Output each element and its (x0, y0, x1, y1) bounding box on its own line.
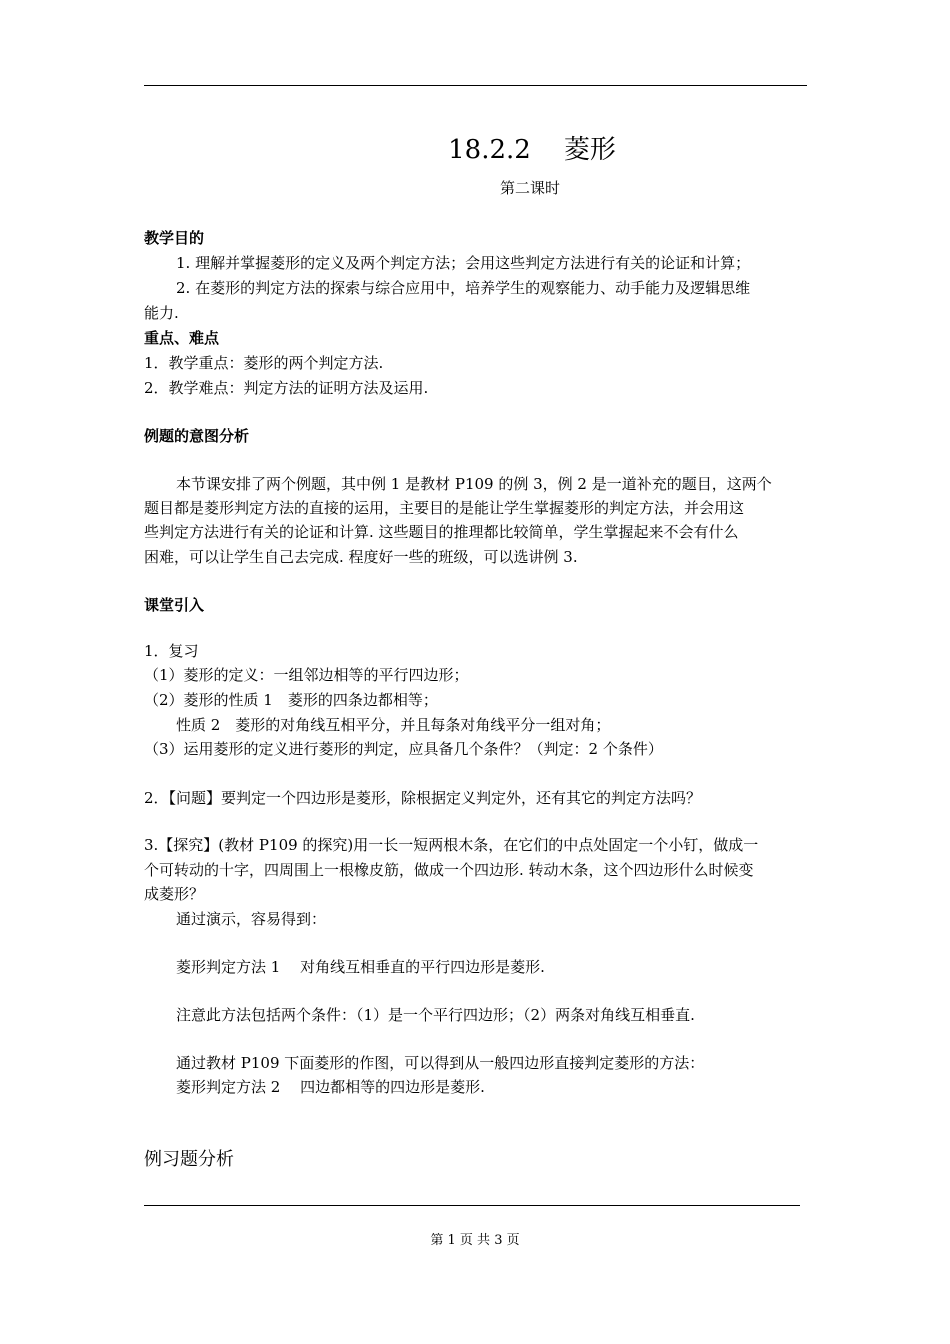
objective-item-2-cont: 能力. (144, 304, 179, 322)
exercise-heading: 例习题分析 (144, 1149, 234, 1170)
method-1: 菱形判定方法 1 对角线互相垂直的平行四边形是菱形. (176, 958, 545, 976)
header-rule (144, 85, 807, 86)
explore-line-2: 个可转动的十字，四周围上一根橡皮筋，做成一个四边形. 转动木条，这个四边形什么时候变 (144, 861, 754, 879)
review-item-4: （3）运用菱形的定义进行菱形的判定，应具备几个条件？（判定：2 个条件） (144, 740, 663, 758)
explore-line-3: 成菱形？ (144, 885, 205, 903)
drawing-line: 通过教材 P109 下面菱形的作图，可以得到从一般四边形直接判定菱形的方法： (176, 1054, 705, 1072)
question-paragraph: 2．【问题】要判定一个四边形是菱形，除根据定义判定外，还有其它的判定方法吗？ (144, 789, 702, 807)
examples-intent-line-2: 题目都是菱形判定方法的直接的运用，主要目的是能让学生掌握菱形的判定方法，并会用这 (144, 499, 745, 517)
key-point-item-2: 2．教学难点：判定方法的证明方法及运用. (144, 379, 429, 397)
examples-intent-line-3: 些判定方法进行有关的论证和计算. 这些题目的推理都比较简单，学生掌握起来不会有什么 (144, 523, 739, 541)
page-number: 第 1 页 共 3 页 (430, 1233, 520, 1248)
examples-intent-line-4: 困难，可以让学生自己去完成. 程度好一些的班级，可以选讲例 3. (144, 548, 578, 566)
objective-item-2: 2. 在菱形的判定方法的探索与综合应用中，培养学生的观察能力、动手能力及逻辑思维 (176, 279, 751, 297)
key-points-heading: 重点、难点 (144, 329, 220, 347)
objective-item-1: 1. 理解并掌握菱形的定义及两个判定方法；会用这些判定方法进行有关的论证和计算； (176, 254, 751, 272)
method-2: 菱形判定方法 2 四边都相等的四边形是菱形. (176, 1078, 485, 1096)
explore-line-1: 3.【探究】(教材 P109 的探究)用一长一短两根木条，在它们的中点处固定一个小钉，做成一 (144, 836, 759, 854)
review-item-2: （2）菱形的性质 1 菱形的四条边都相等； (144, 691, 438, 709)
review-title: 1．复习 (144, 642, 199, 660)
examples-intent-line-1: 本节课安排了两个例题，其中例 1 是教材 P109 的例 3，例 2 是一道补充的题目，这两个 (176, 475, 772, 493)
demo-line: 通过演示，容易得到： (176, 910, 327, 928)
review-item-3: 性质 2 菱形的对角线互相平分，并且每条对角线平分一组对角； (176, 716, 611, 734)
footer-rule (144, 1205, 800, 1206)
method-1-note: 注意此方法包括两个条件：（1）是一个平行四边形；（2）两条对角线互相垂直. (176, 1006, 695, 1024)
page-subtitle: 第二课时 (499, 179, 560, 197)
review-item-1: （1）菱形的定义：一组邻边相等的平行四边形； (144, 666, 469, 684)
examples-intent-heading: 例题的意图分析 (144, 427, 250, 445)
key-point-item-1: 1．教学重点：菱形的两个判定方法. (144, 354, 384, 372)
page-title: 18.2.2 菱形 (448, 135, 616, 165)
intro-heading: 课堂引入 (144, 596, 205, 614)
objectives-heading: 教学目的 (144, 229, 205, 247)
